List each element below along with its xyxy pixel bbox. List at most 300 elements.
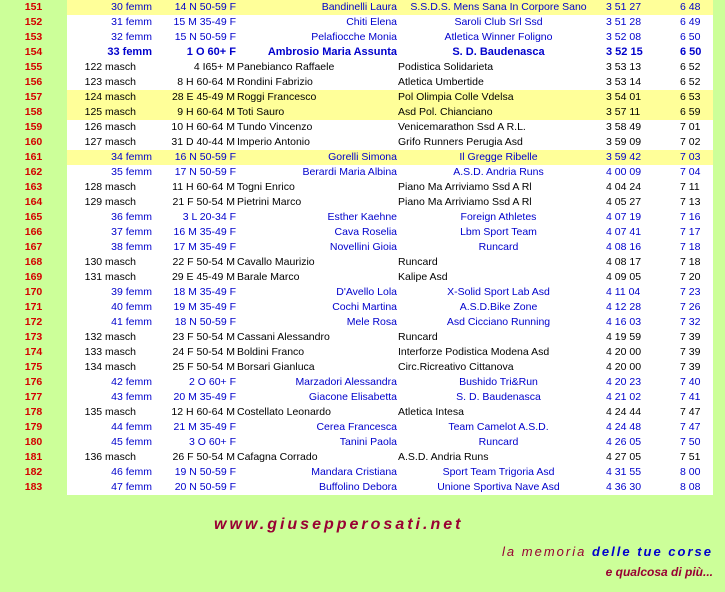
cat-cell: 8 H 60-64 M: [177, 76, 235, 88]
sex-cell: 31 femm: [111, 16, 152, 28]
sex-cell: 39 femm: [111, 286, 152, 298]
pace-cell: 7 26: [680, 301, 701, 313]
position-cell: 182: [0, 465, 67, 480]
cat-cell: 3 O 60+ F: [189, 436, 236, 448]
club-cell: Podistica Solidarieta: [398, 61, 494, 73]
row-body: [67, 30, 713, 45]
pace-cell: 7 01: [680, 121, 701, 133]
row-body: [67, 345, 713, 360]
sex-cell: 134 masch: [84, 361, 136, 373]
pace-cell: 6 52: [680, 61, 701, 73]
time-cell: 3 53 14: [606, 76, 642, 88]
time-cell: 4 07 19: [606, 211, 642, 223]
club-cell: S. D. Baudenasca: [456, 391, 541, 403]
sex-cell: 122 masch: [84, 61, 136, 73]
club-cell: X-Solid Sport Lab Asd: [447, 286, 550, 298]
row-edge: [713, 360, 725, 375]
position-cell: 164: [0, 195, 67, 210]
pace-cell: 7 18: [680, 241, 701, 253]
sex-cell: 123 masch: [84, 76, 136, 88]
pace-cell: 7 20: [680, 271, 701, 283]
cat-cell: 2 O 60+ F: [189, 376, 236, 388]
position-cell: 179: [0, 420, 67, 435]
position-cell: 159: [0, 120, 67, 135]
pace-cell: 7 11: [680, 181, 700, 193]
club-cell: Atletica Winner Foligno: [444, 31, 553, 43]
club-cell: Team Camelot A.S.D.: [448, 421, 549, 433]
time-cell: 4 20 00: [606, 346, 642, 358]
club-cell: Il Gregge Ribelle: [459, 151, 538, 163]
row-edge: [713, 180, 725, 195]
table-row: [0, 45, 725, 60]
cat-cell: 12 H 60-64 M: [171, 406, 235, 418]
row-edge: [713, 90, 725, 105]
name-cell: Cavallo Maurizio: [237, 256, 315, 268]
row-body: [67, 195, 713, 210]
row-edge: [713, 15, 725, 30]
pace-cell: 7 39: [680, 361, 701, 373]
position-cell: 175: [0, 360, 67, 375]
time-cell: 4 24 48: [606, 421, 642, 433]
pace-cell: 7 02: [680, 136, 701, 148]
pace-cell: 7 40: [680, 376, 701, 388]
time-cell: 4 08 17: [606, 256, 642, 268]
pace-cell: 7 23: [680, 286, 701, 298]
row-edge: [713, 0, 725, 15]
pace-cell: 7 41: [680, 391, 701, 403]
row-body: [67, 435, 713, 450]
name-cell: Cochi Martina: [332, 301, 397, 313]
time-cell: 4 05 27: [606, 196, 642, 208]
sex-cell: 40 femm: [111, 301, 152, 313]
table-row: [0, 270, 725, 285]
tagline: [502, 544, 713, 559]
sex-cell: 43 femm: [111, 391, 152, 403]
name-cell: Mele Rosa: [346, 316, 397, 328]
name-cell: D'Avello Lola: [336, 286, 397, 298]
cat-cell: 23 F 50-54 M: [172, 331, 235, 343]
table-row: [0, 0, 725, 15]
club-cell: A.S.D. Andria Runs: [453, 166, 544, 178]
pace-cell: 7 51: [680, 451, 701, 463]
cat-cell: 21 M 35-49 F: [173, 421, 236, 433]
name-cell: Esther Kaehne: [327, 211, 397, 223]
time-cell: 3 59 42: [606, 151, 642, 163]
club-cell: Asd Cicciano Running: [446, 316, 551, 328]
name-cell: Berardi Maria Albina: [302, 166, 397, 178]
row-body: [67, 60, 713, 75]
pace-cell: 6 49: [680, 16, 701, 28]
club-cell: Atletica Umbertide: [398, 76, 484, 88]
time-cell: 4 36 30: [606, 481, 642, 493]
row-edge: [713, 465, 725, 480]
row-edge: [713, 300, 725, 315]
time-cell: 4 27 05: [606, 451, 642, 463]
time-cell: 3 52 08: [606, 31, 642, 43]
club-cell: S. D. Baudenasca: [452, 46, 545, 58]
row-body: [67, 465, 713, 480]
pace-cell: 6 52: [680, 76, 701, 88]
table-row: [0, 60, 725, 75]
name-cell: Roggi Francesco: [237, 91, 317, 103]
row-edge: [713, 165, 725, 180]
sex-cell: 135 masch: [84, 406, 136, 418]
tagline-line2: e qualcosa di più...: [605, 565, 713, 579]
name-cell: Boldini Franco: [237, 346, 305, 358]
table-row: [0, 165, 725, 180]
sex-cell: 46 femm: [111, 466, 152, 478]
time-cell: 4 09 05: [606, 271, 642, 283]
row-body: [67, 180, 713, 195]
position-cell: 162: [0, 165, 67, 180]
position-cell: 171: [0, 300, 67, 315]
row-edge: [713, 255, 725, 270]
name-cell: Panebianco Raffaele: [237, 61, 335, 73]
row-edge: [713, 120, 725, 135]
row-edge: [713, 285, 725, 300]
cat-cell: 15 N 50-59 F: [174, 31, 236, 43]
row-body: [67, 165, 713, 180]
club-cell: Atletica Intesa: [398, 406, 464, 418]
position-cell: 170: [0, 285, 67, 300]
position-cell: 160: [0, 135, 67, 150]
club-cell: Saroli Club Srl Ssd: [454, 16, 543, 28]
pace-cell: 8 08: [680, 481, 701, 493]
row-edge: [713, 30, 725, 45]
time-cell: 4 07 41: [606, 226, 642, 238]
row-body: [67, 315, 713, 330]
row-body: [67, 105, 713, 120]
sex-cell: 44 femm: [111, 421, 152, 433]
pace-cell: 6 59: [680, 106, 701, 118]
cat-cell: 11 H 60-64 M: [172, 181, 235, 193]
cat-cell: 17 M 35-49 F: [173, 241, 236, 253]
cat-cell: 22 F 50-54 M: [172, 256, 235, 268]
position-cell: 178: [0, 405, 67, 420]
row-edge: [713, 150, 725, 165]
table-row: [0, 345, 725, 360]
table-row: [0, 120, 725, 135]
table-row: [0, 360, 725, 375]
row-body: [67, 225, 713, 240]
club-cell: Runcard: [398, 331, 438, 343]
tagline-part1: la memoria: [502, 544, 587, 559]
cat-cell: 20 N 50-59 F: [174, 481, 236, 493]
name-cell: Cafagna Corrado: [237, 451, 318, 463]
pace-cell: 6 53: [680, 91, 701, 103]
table-row: [0, 75, 725, 90]
pace-cell: 7 39: [680, 346, 701, 358]
cat-cell: 4 I65+ M: [193, 61, 235, 73]
club-cell: Unione Sportiva Nave Asd: [437, 481, 560, 493]
name-cell: Giacone Elisabetta: [308, 391, 397, 403]
pace-cell: 7 50: [680, 436, 701, 448]
name-cell: Novellini Gioia: [329, 241, 397, 253]
row-body: [67, 150, 713, 165]
cat-cell: 28 E 45-49 M: [171, 91, 235, 103]
row-body: [67, 360, 713, 375]
pace-cell: 8 00: [680, 466, 701, 478]
sex-cell: 127 masch: [84, 136, 136, 148]
name-cell: Cassani Alessandro: [237, 331, 330, 343]
row-body: [67, 255, 713, 270]
position-cell: 166: [0, 225, 67, 240]
table-row: [0, 15, 725, 30]
table-row: [0, 450, 725, 465]
sex-cell: 130 masch: [84, 256, 136, 268]
name-cell: Ambrosio Maria Assunta: [267, 46, 397, 58]
time-cell: 4 20 23: [606, 376, 642, 388]
time-cell: 4 24 44: [606, 406, 642, 418]
sex-cell: 33 femm: [107, 46, 152, 58]
time-cell: 3 54 01: [606, 91, 642, 103]
site-footer: [0, 496, 725, 592]
club-cell: Runcard: [398, 256, 438, 268]
row-edge: [713, 75, 725, 90]
row-edge: [713, 60, 725, 75]
position-cell: 156: [0, 75, 67, 90]
club-cell: Piano Ma Arriviamo Ssd A Rl: [398, 181, 532, 193]
row-edge: [713, 240, 725, 255]
position-cell: 176: [0, 375, 67, 390]
sex-cell: 124 masch: [84, 91, 136, 103]
name-cell: Mandara Cristiana: [311, 466, 397, 478]
row-body: [67, 300, 713, 315]
time-cell: 4 04 24: [606, 181, 642, 193]
time-cell: 3 51 27: [606, 1, 642, 13]
time-cell: 3 53 13: [606, 61, 642, 73]
table-row: [0, 375, 725, 390]
table-row: [0, 330, 725, 345]
row-body: [67, 270, 713, 285]
sex-cell: 34 femm: [111, 151, 152, 163]
cat-cell: 10 H 60-64 M: [171, 121, 235, 133]
sex-cell: 131 masch: [84, 271, 136, 283]
sex-cell: 36 femm: [111, 211, 152, 223]
name-cell: Cerea Francesca: [316, 421, 397, 433]
time-cell: 4 26 05: [606, 436, 642, 448]
name-cell: Borsari Gianluca: [237, 361, 315, 373]
position-cell: 165: [0, 210, 67, 225]
pace-cell: 7 17: [680, 226, 701, 238]
sex-cell: 129 masch: [84, 196, 136, 208]
table-row: [0, 420, 725, 435]
cat-cell: 19 N 50-59 F: [174, 466, 236, 478]
row-body: [67, 210, 713, 225]
sex-cell: 42 femm: [111, 376, 152, 388]
time-cell: 3 58 49: [606, 121, 642, 133]
position-cell: 155: [0, 60, 67, 75]
row-body: [67, 330, 713, 345]
pace-cell: 7 39: [680, 331, 701, 343]
website-link[interactable]: www.giusepperosati.net: [214, 516, 464, 533]
row-edge: [713, 210, 725, 225]
time-cell: 3 51 28: [606, 16, 642, 28]
row-edge: [713, 390, 725, 405]
club-cell: Interforze Podistica Modena Asd: [398, 346, 550, 358]
row-edge: [713, 105, 725, 120]
row-body: [67, 420, 713, 435]
time-cell: 3 57 11: [606, 106, 641, 118]
name-cell: Tanini Paola: [339, 436, 397, 448]
table-row: [0, 300, 725, 315]
time-cell: 3 59 09: [606, 136, 642, 148]
row-body: [67, 390, 713, 405]
pace-cell: 6 50: [680, 46, 702, 58]
sex-cell: 128 masch: [84, 181, 136, 193]
name-cell: Cava Roselia: [334, 226, 397, 238]
sex-cell: 30 femm: [111, 1, 152, 13]
cat-cell: 1 O 60+ F: [186, 46, 236, 58]
cat-cell: 15 M 35-49 F: [173, 16, 236, 28]
pace-cell: 6 48: [680, 1, 701, 13]
club-cell: Sport Team Trigoria Asd: [442, 466, 555, 478]
row-edge: [713, 420, 725, 435]
pace-cell: 7 47: [680, 406, 701, 418]
row-edge: [713, 45, 725, 60]
sex-cell: 125 masch: [84, 106, 136, 118]
club-cell: Lbm Sport Team: [460, 226, 537, 238]
row-edge: [713, 450, 725, 465]
row-body: [67, 375, 713, 390]
time-cell: 4 12 28: [606, 301, 642, 313]
time-cell: 4 19 59: [606, 331, 642, 343]
row-edge: [713, 345, 725, 360]
time-cell: 3 52 15: [606, 46, 643, 58]
position-cell: 169: [0, 270, 67, 285]
row-body: [67, 285, 713, 300]
sex-cell: 37 femm: [111, 226, 152, 238]
position-cell: 181: [0, 450, 67, 465]
row-body: [67, 75, 713, 90]
position-cell: 163: [0, 180, 67, 195]
club-cell: Venicemarathon Ssd A R.L.: [398, 121, 526, 133]
table-row: [0, 150, 725, 165]
table-row: [0, 105, 725, 120]
name-cell: Pelafiocche Monia: [311, 31, 397, 43]
name-cell: Bandinelli Laura: [321, 1, 397, 13]
club-cell: A.S.D.Bike Zone: [459, 301, 538, 313]
position-cell: 180: [0, 435, 67, 450]
name-cell: Marzadori Alessandra: [295, 376, 397, 388]
cat-cell: 16 N 50-59 F: [174, 151, 236, 163]
position-cell: 183: [0, 480, 67, 495]
name-cell: Costellato Leonardo: [237, 406, 331, 418]
row-edge: [713, 435, 725, 450]
row-edge: [713, 330, 725, 345]
club-cell: Piano Ma Arriviamo Ssd A Rl: [398, 196, 532, 208]
row-body: [67, 120, 713, 135]
pace-cell: 7 13: [680, 196, 701, 208]
cat-cell: 18 M 35-49 F: [173, 286, 236, 298]
row-edge: [713, 315, 725, 330]
table-row: [0, 435, 725, 450]
pace-cell: 7 04: [680, 166, 701, 178]
table-row: [0, 405, 725, 420]
time-cell: 4 11 04: [606, 286, 641, 298]
row-body: [67, 450, 713, 465]
cat-cell: 31 D 40-44 M: [171, 136, 235, 148]
pace-cell: 7 18: [680, 256, 701, 268]
time-cell: 4 08 16: [606, 241, 642, 253]
club-cell: Asd Pol. Chianciano: [398, 106, 493, 118]
club-cell: Bushido Tri&Run: [459, 376, 538, 388]
row-body: [67, 90, 713, 105]
position-cell: 151: [0, 0, 67, 15]
name-cell: Gorelli Simona: [328, 151, 397, 163]
club-cell: Grifo Runners Perugia Asd: [398, 136, 523, 148]
position-cell: 158: [0, 105, 67, 120]
position-cell: 153: [0, 30, 67, 45]
name-cell: Imperio Antonio: [237, 136, 310, 148]
table-row: [0, 390, 725, 405]
position-cell: 172: [0, 315, 67, 330]
row-edge: [713, 225, 725, 240]
position-cell: 161: [0, 150, 67, 165]
row-body: [67, 45, 713, 60]
pace-cell: 7 32: [680, 316, 701, 328]
club-cell: Circ.Ricreativo Cittanova: [398, 361, 514, 373]
cat-cell: 19 M 35-49 F: [173, 301, 236, 313]
table-row: [0, 285, 725, 300]
tagline-part2: delle tue corse: [591, 544, 713, 559]
table-row: [0, 315, 725, 330]
sex-cell: 45 femm: [111, 436, 152, 448]
sex-cell: 32 femm: [111, 31, 152, 43]
name-cell: Togni Enrico: [237, 181, 295, 193]
row-edge: [713, 135, 725, 150]
pace-cell: 7 47: [680, 421, 701, 433]
row-body: [67, 15, 713, 30]
row-body: [67, 135, 713, 150]
club-cell: Foreign Athletes: [460, 211, 537, 223]
sex-cell: 132 masch: [84, 331, 136, 343]
row-edge: [713, 480, 725, 495]
club-cell: Kalipe Asd: [398, 271, 448, 283]
sex-cell: 47 femm: [111, 481, 152, 493]
sex-cell: 35 femm: [111, 166, 152, 178]
name-cell: Pietrini Marco: [237, 196, 302, 208]
row-body: [67, 240, 713, 255]
name-cell: Rondini Fabrizio: [237, 76, 313, 88]
position-cell: 173: [0, 330, 67, 345]
row-body: [67, 0, 713, 15]
table-row: [0, 210, 725, 225]
position-cell: 157: [0, 90, 67, 105]
row-body: [67, 405, 713, 420]
cat-cell: 18 N 50-59 F: [174, 316, 236, 328]
sex-cell: 38 femm: [111, 241, 152, 253]
sex-cell: 126 masch: [84, 121, 136, 133]
name-cell: Tundo Vincenzo: [237, 121, 313, 133]
cat-cell: 25 F 50-54 M: [172, 361, 235, 373]
club-cell: Pol Olimpia Colle Vdelsa: [398, 91, 514, 103]
time-cell: 4 00 09: [606, 166, 642, 178]
time-cell: 4 31 55: [606, 466, 642, 478]
time-cell: 4 20 00: [606, 361, 642, 373]
time-cell: 4 16 03: [606, 316, 642, 328]
table-row: [0, 225, 725, 240]
row-edge: [713, 405, 725, 420]
table-row: [0, 465, 725, 480]
table-row: [0, 240, 725, 255]
name-cell: Barale Marco: [237, 271, 300, 283]
cat-cell: 14 N 50-59 F: [174, 1, 236, 13]
pace-cell: 7 03: [680, 151, 701, 163]
table-row: [0, 180, 725, 195]
table-row: [0, 135, 725, 150]
table-row: [0, 30, 725, 45]
